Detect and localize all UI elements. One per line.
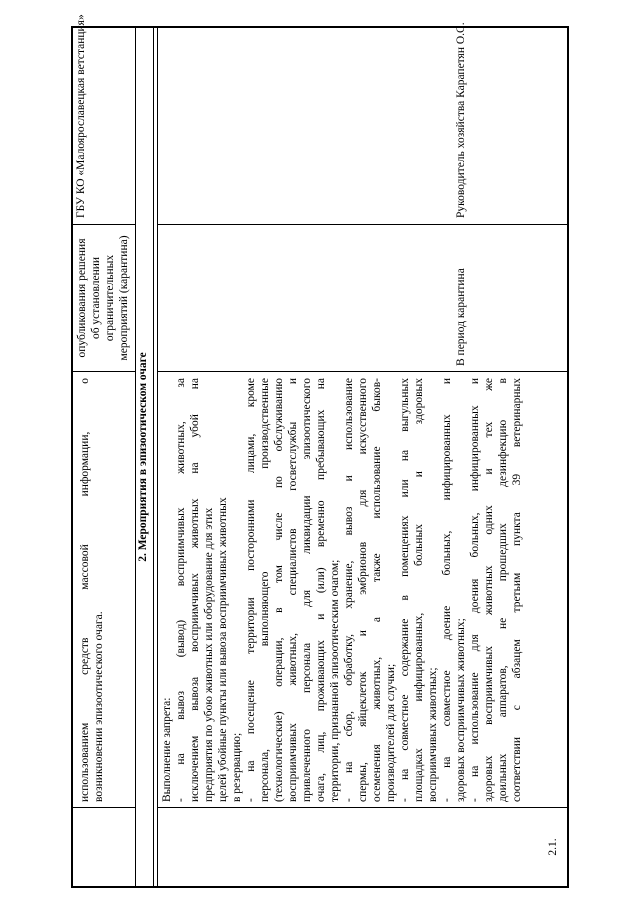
- row-divider-top: [135, 26, 136, 888]
- top-row-timing-line-4: мероприятий (карантина): [118, 235, 130, 361]
- row-line-21: - на совместное доение больных, инфицированных и: [441, 378, 453, 802]
- row-line-3: исключением вывоза восприимчивых животных на убой на: [189, 378, 201, 802]
- col-divider-3: [157, 224, 569, 225]
- row-line-26: соответствии с абзацем третьим пункта 39 ветеринарных: [511, 378, 523, 802]
- row-line-24: здоровых восприимчивых животных одних и тех же: [483, 378, 495, 802]
- top-row-description-line-2: возникновении эпизоотического очага.: [93, 611, 105, 802]
- row-line-25: доильных аппаратов, не прошедших дезинфекцию в: [497, 378, 509, 802]
- row-line-16: осеменения животных, а также использование быков-: [371, 378, 383, 802]
- row-line-19: площадках инфицированных, больных и здоровых: [413, 378, 425, 802]
- col-divider-1: [157, 807, 569, 808]
- row-divider-section: [153, 26, 154, 888]
- row-line-1: Выполнение запрета:: [161, 697, 173, 802]
- row-line-9: (технологические) операции, в том числе по обслуживанию: [273, 378, 285, 802]
- top-row-timing-line-2: об установлении: [90, 256, 102, 340]
- top-row-timing-line-1: опубликования решения: [76, 238, 88, 358]
- row-responsible: Руководитель хозяйства Карапетян О.С.: [455, 22, 467, 218]
- top-row-timing-line-3: ограничительных: [104, 254, 116, 342]
- row-number: 2.1.: [547, 838, 559, 856]
- row-line-22: здоровых восприимчивых животных;: [455, 618, 467, 802]
- col-divider-2: [157, 371, 569, 372]
- col-divider-1-top: [71, 807, 135, 808]
- row-timing: В период карантина: [455, 268, 467, 366]
- top-row-responsible: ГБУ КО «Малоярославецкая ветстанция»: [75, 14, 87, 218]
- row-line-6: в резервацию;: [231, 732, 243, 802]
- row-line-7: - на посещение территории посторонними лицами, кроме: [245, 378, 257, 802]
- row-line-15: спермы, яйцеклеток и эмбрионов для искусственного: [357, 378, 369, 802]
- row-line-5: целей убойные пункты или вывоза восприимчивых животных: [217, 497, 229, 802]
- top-row-description-line-1: использованием средств массовой информации, о: [79, 378, 91, 802]
- table-border-bottom: [567, 26, 569, 888]
- row-line-17: производителей для случки;: [385, 663, 397, 802]
- row-line-10: восприимчивых животных, специалистов госветслужбы и: [287, 378, 299, 802]
- row-line-11: привлеченного персонала для ликвидации эпизоотического: [301, 378, 313, 802]
- row-line-13: территории, признанной эпизоотическим очагом;: [329, 559, 341, 802]
- row-line-12: очага, лиц, проживающих и (или) временно пребывающих на: [315, 378, 327, 802]
- row-line-4: предприятия по убою животных или оборудование для этих: [203, 507, 215, 802]
- section-title: 2. Мероприятия в эпизоотическом очаге: [137, 352, 149, 562]
- row-line-18: - на совместное содержание в помещениях или на выгульных: [399, 378, 411, 802]
- row-line-20: восприимчивых животных;: [427, 667, 439, 802]
- row-line-23: - на использование для доения больных, инфицированных и: [469, 378, 481, 802]
- row-divider-section-bottom: [157, 26, 158, 888]
- table-border-top: [71, 26, 73, 888]
- row-line-14: - на сбор, обработку, хранение, вывоз и использование: [343, 378, 355, 802]
- col-divider-2-top: [71, 371, 135, 372]
- row-line-2: - на вывоз (вывод) восприимчивых животных, за: [175, 378, 187, 802]
- row-line-8: персонала, выполняющего производственные: [259, 378, 271, 802]
- rotated-table: [71, 14, 571, 888]
